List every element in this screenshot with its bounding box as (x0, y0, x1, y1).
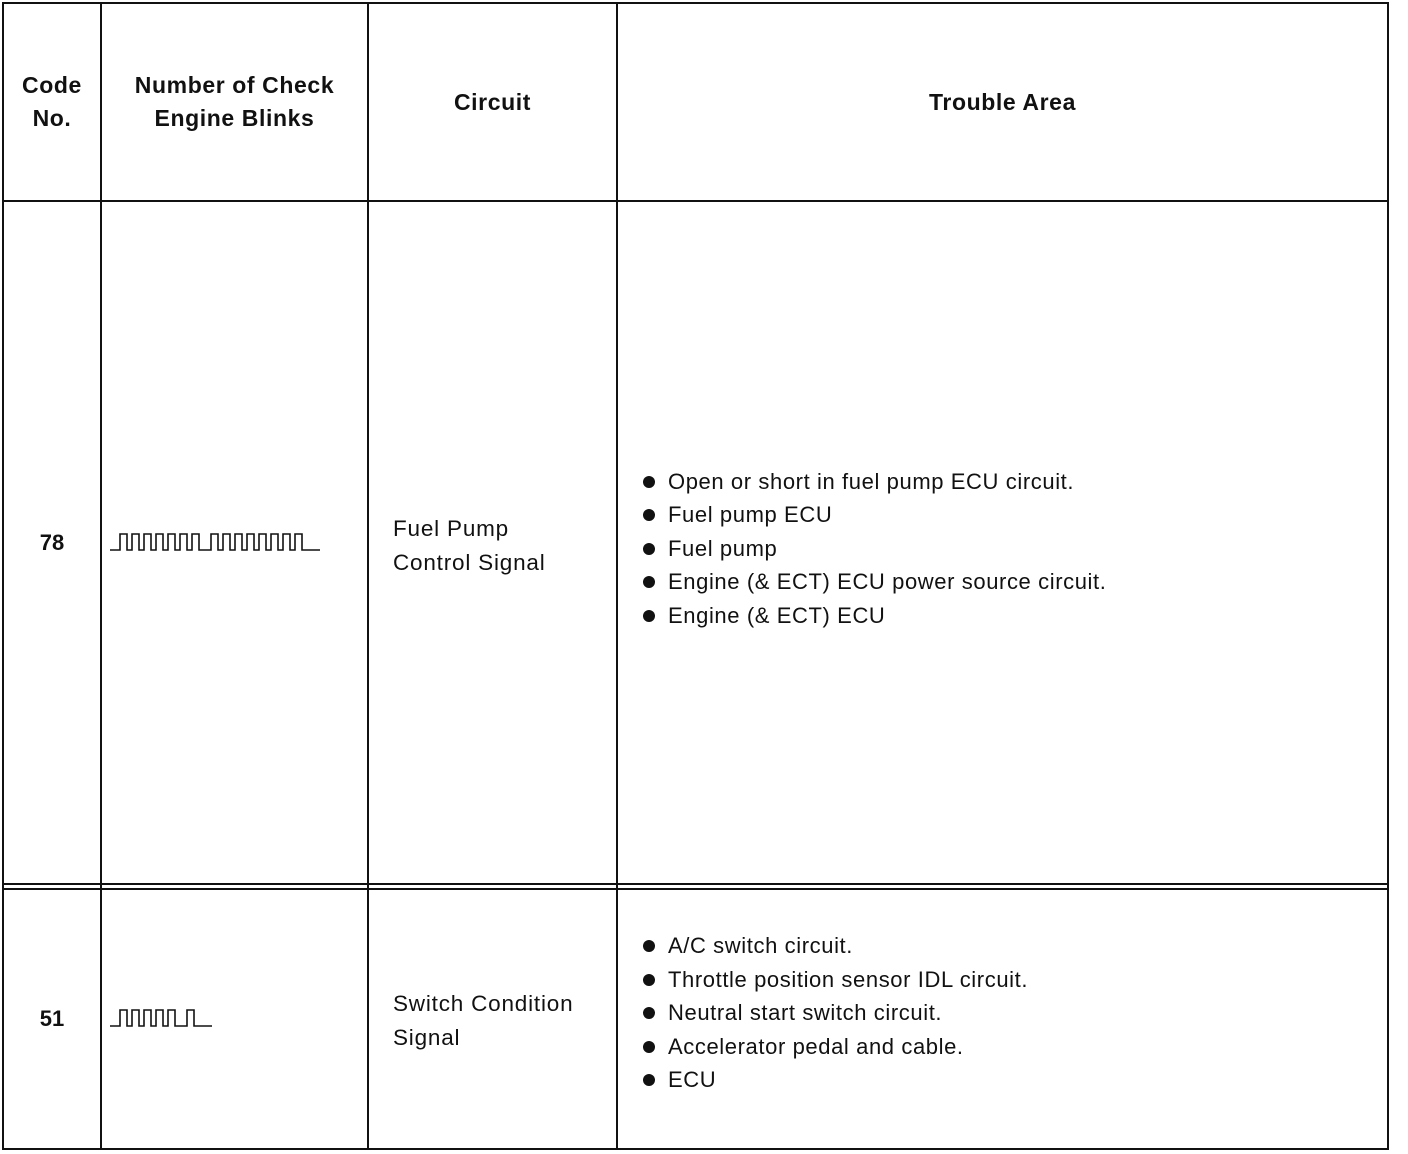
bullet-icon (643, 974, 655, 986)
table-row-78-circuit (369, 202, 616, 883)
blink-waveform (110, 534, 320, 550)
row-divider-upper (2, 883, 1389, 885)
header-engine-blinks (102, 2, 367, 202)
trouble-item-text: Accelerator pedal and cable. (668, 1033, 964, 1059)
list-item (642, 599, 1106, 633)
blink-pattern-78 (110, 531, 322, 555)
bullet-icon (643, 1007, 655, 1019)
header-circuit-label: Circuit (453, 88, 532, 115)
diagnostic-code-table (2, 2, 1389, 1150)
trouble-item-text: Engine (& ECT) ECU (668, 602, 886, 628)
circuit-line1: Fuel Pump (393, 515, 509, 541)
trouble-item-text: ECU (668, 1067, 717, 1093)
table-row-51-circuit (369, 890, 616, 1148)
trouble-item-text: A/C switch circuit. (668, 933, 853, 959)
list-item (642, 929, 1028, 963)
list-item (642, 532, 1106, 566)
table-border-right (1387, 2, 1389, 1150)
table-row-51-code (2, 890, 102, 1148)
list-item (642, 565, 1106, 599)
header-circuit (369, 2, 616, 202)
table-row-78-blinks (102, 202, 367, 883)
trouble-item-text: Neutral start switch circuit. (668, 1000, 943, 1026)
table-row-78-trouble (618, 202, 1387, 883)
table-row-51-trouble (618, 890, 1387, 1148)
header-trouble-area (618, 2, 1387, 202)
list-item (642, 498, 1106, 532)
trouble-item-text: Fuel pump ECU (668, 502, 833, 528)
list-item (642, 963, 1028, 997)
bullet-icon (643, 1041, 655, 1053)
header-code-no (2, 2, 102, 202)
table-row-78-code (2, 202, 102, 883)
code-number: 51 (39, 1006, 65, 1031)
bullet-icon (643, 509, 655, 521)
bullet-icon (643, 940, 655, 952)
bullet-icon (643, 1074, 655, 1086)
code-number: 78 (39, 529, 65, 555)
header-code-line2: No. (32, 105, 72, 131)
trouble-item-text: Throttle position sensor IDL circuit. (668, 966, 1029, 992)
header-code-line1: Code (22, 72, 82, 98)
list-item (642, 1063, 1028, 1097)
trouble-item-text: Fuel pump (668, 535, 778, 561)
table-row-51-blinks (102, 890, 367, 1148)
list-item (642, 996, 1028, 1030)
blink-waveform (110, 1010, 212, 1026)
circuit-line2: Signal (393, 1025, 461, 1050)
trouble-list (642, 465, 1106, 633)
trouble-item-text: Open or short in fuel pump ECU circuit. (668, 468, 1075, 494)
circuit-line2: Control Signal (393, 549, 546, 575)
trouble-list (642, 929, 1028, 1097)
header-blinks-line2: Engine Blinks (154, 105, 315, 131)
blink-pattern-51 (110, 1007, 214, 1031)
trouble-item-text: Engine (& ECT) ECU power source circuit. (668, 569, 1107, 595)
header-blinks-line1: Number of Check (134, 72, 335, 98)
bullet-icon (643, 576, 655, 588)
table-border-bottom (2, 1148, 1389, 1150)
list-item (642, 1030, 1028, 1064)
bullet-icon (643, 610, 655, 622)
list-item (642, 465, 1106, 499)
bullet-icon (643, 476, 655, 488)
circuit-line1: Switch Condition (393, 991, 574, 1016)
header-trouble-label: Trouble Area (929, 88, 1076, 115)
bullet-icon (643, 543, 655, 555)
